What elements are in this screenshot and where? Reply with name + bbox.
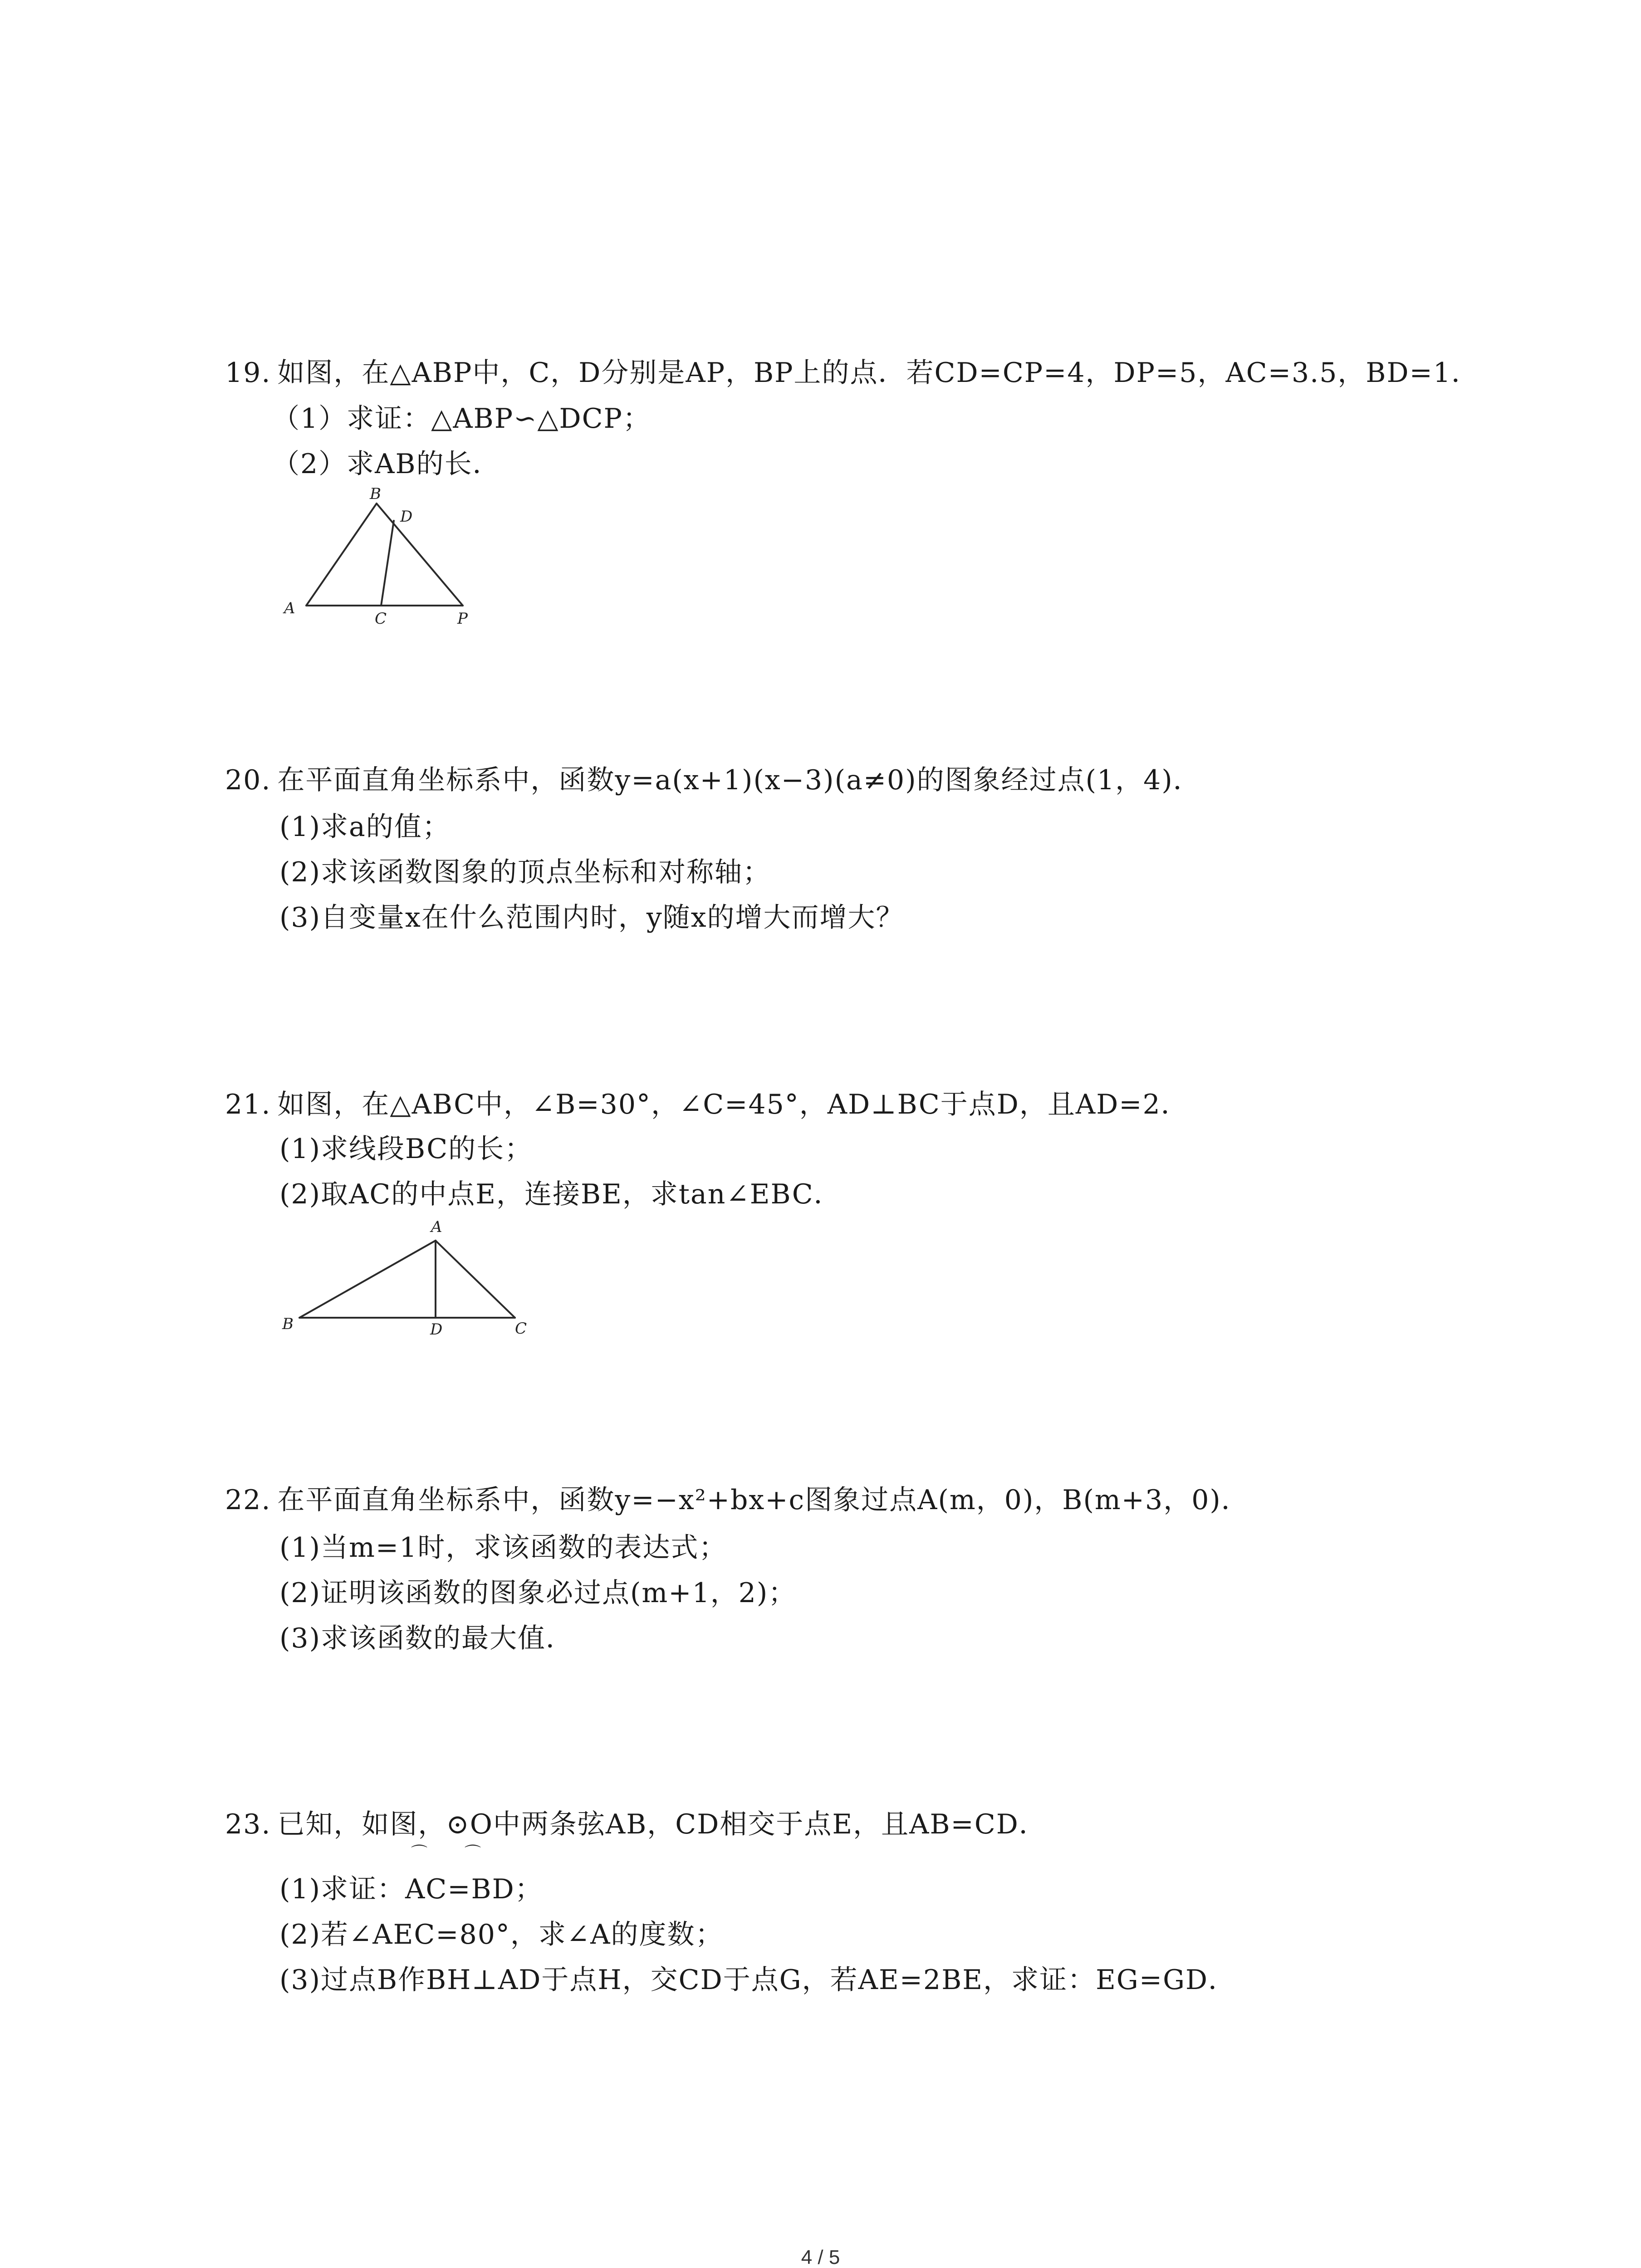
q23-number: 23.	[225, 1809, 271, 1840]
q22-part-1: (1)当m=1时，求该函数的表达式；	[279, 1532, 727, 1564]
q21-number: 21.	[225, 1089, 271, 1120]
q20-part-1: (1)求a的值；	[279, 811, 451, 843]
q21-label-b: B	[282, 1315, 294, 1333]
q19-label-c: C	[375, 610, 387, 628]
q21-stem	[225, 1086, 1189, 1123]
q23-part-2: (2)若∠AEC=80°，求∠A的度数；	[279, 1919, 724, 1950]
q23-arc-ac-mark: ⌒	[411, 1844, 428, 1862]
q21-label-c: C	[515, 1320, 527, 1338]
q19-label-b: B	[370, 485, 381, 503]
q23-part-3: (3)过点B作BH⊥AD于点H，交CD于点G，若AE=2BE，求证：EG=GD．	[279, 1964, 1237, 1996]
q19-label-d: D	[400, 508, 413, 526]
q22-stem	[225, 1482, 1249, 1518]
q22-part-3: (3)求该函数的最大值．	[279, 1623, 574, 1654]
q21-figure	[272, 1216, 554, 1352]
q19-part-2: （2）求AB的长．	[272, 448, 501, 480]
q20-part-3: (3)自变量x在什么范围内时，y随x的增大而增大？	[279, 902, 904, 934]
q21-part-1: (1)求线段BC的长；	[279, 1133, 533, 1165]
q21-segment-ab	[299, 1241, 436, 1318]
q19-label-a: A	[284, 599, 295, 617]
q20-part-2: (2)求该函数图象的顶点坐标和对称轴；	[279, 856, 771, 888]
q21-segment-ac	[436, 1241, 515, 1318]
q21-label-a: A	[431, 1218, 442, 1236]
q19-figure	[272, 485, 526, 635]
q19-segment-ab	[306, 503, 377, 606]
q23-arc-bd-mark: ⌒	[465, 1844, 481, 1862]
q19-label-p: P	[457, 610, 468, 628]
q22-number: 22.	[225, 1484, 271, 1516]
q21-stem-text: 如图，在△ABC中，∠B=30°，∠C=45°，AD⊥BC于点D，且AD=2．	[277, 1089, 1189, 1120]
q23-stem-text: 已知，如图，⊙O中两条弦AB，CD相交于点E，且AB=CD．	[277, 1809, 1047, 1840]
q20-number: 20.	[225, 764, 271, 796]
q22-part-2: (2)证明该函数的图象必过点(m+1，2)；	[279, 1577, 797, 1609]
q20-stem	[225, 762, 1201, 798]
page-number: 4 / 5	[801, 2246, 840, 2268]
q23-part-1: (1)求证：AC=BD；	[279, 1873, 543, 1905]
q22-stem-text: 在平面直角坐标系中，函数y=−x²+bx+c图象过点A(m，0)，B(m+3，0)．	[277, 1484, 1249, 1516]
q23-stem	[225, 1806, 1047, 1843]
q19-segment-cd	[381, 521, 394, 606]
q21-part-2: (2)取AC的中点E，连接BE，求tan∠EBC．	[279, 1178, 842, 1210]
q19-part-1: （1）求证：△ABP∽△DCP；	[272, 403, 651, 435]
q19-stem-text: 如图，在△ABP中，C，D分别是AP，BP上的点．若CD=CP=4，DP=5，AC=3.5，BD=1．	[277, 357, 1480, 389]
q19-stem	[225, 355, 1479, 391]
q19-number: 19.	[225, 357, 271, 389]
q20-stem-text: 在平面直角坐标系中，函数y=a(x+1)(x−3)(a≠0)的图象经过点(1，4)．	[277, 764, 1201, 796]
q21-label-d: D	[430, 1320, 443, 1339]
